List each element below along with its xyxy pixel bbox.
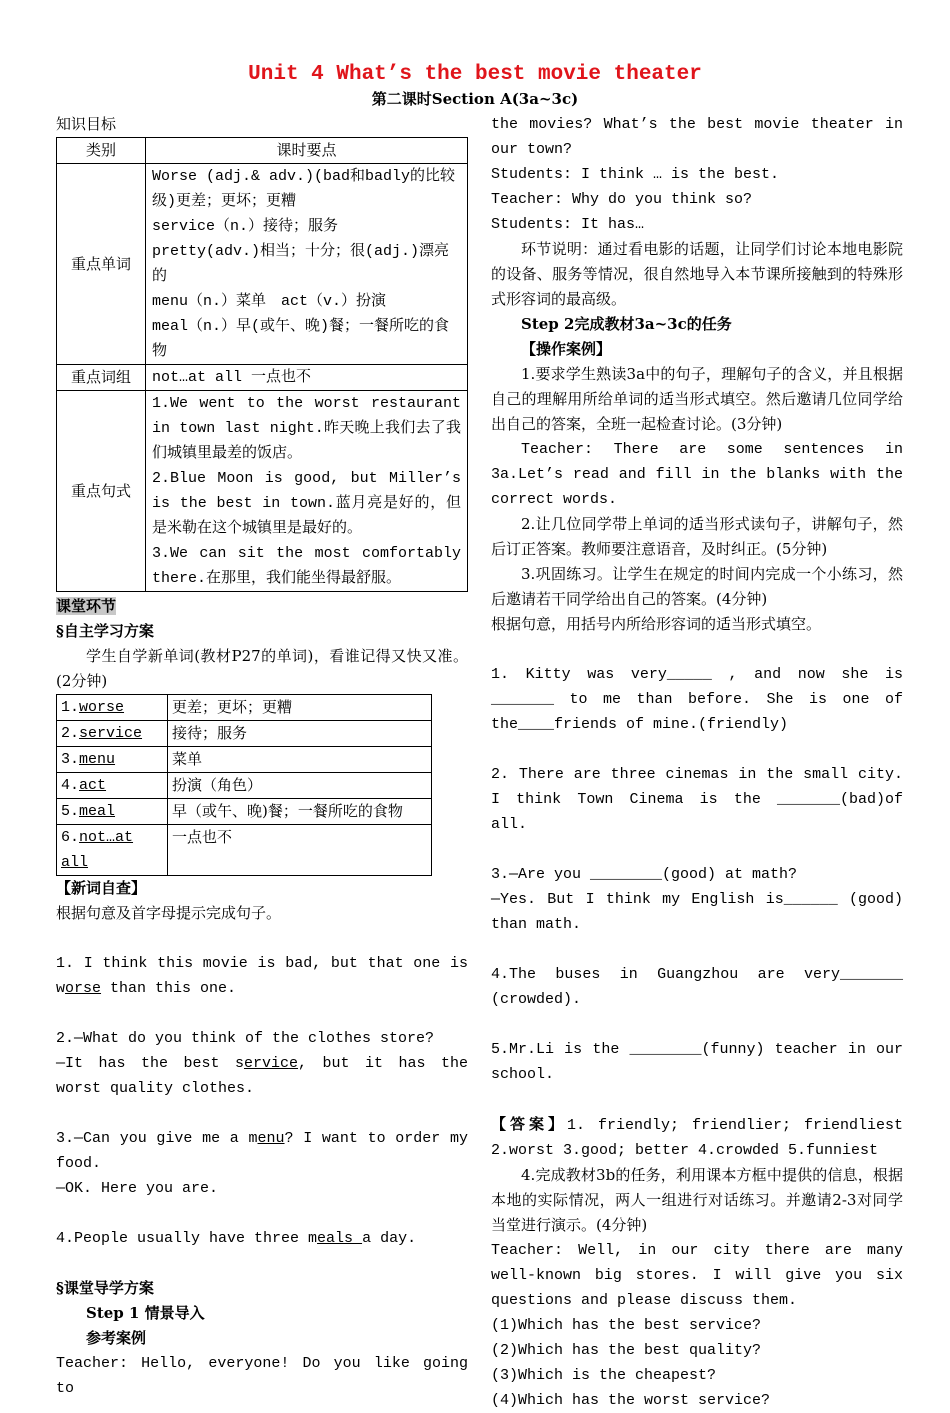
vocab-table (56, 694, 432, 876)
vocab-num: 5. (61, 803, 80, 820)
vocab-word: service (79, 725, 143, 742)
task2-text: 2.让几位同学带上单词的适当形式读句子，讲解句子，然后订正答案。教师要注意语音，及时纠正。(5分钟) (491, 515, 903, 558)
check-item (56, 951, 468, 1001)
explain-text: 环节说明：通过看电影的话题，让同学们讨论本地电影院的设备、服务等情况，很自然地导入本节课所接触到的特殊形式形容词的最高级。 (491, 240, 903, 308)
vocab-meaning: 早（或午、晚)餐；一餐所吃的食物 (168, 799, 432, 825)
check-post: , but it has the worst quality clothes. (56, 1055, 468, 1097)
vocab-word-cell (57, 747, 168, 773)
dialog-line: Teacher: Why do you think so? (491, 191, 753, 208)
table-header-points: 课时要点 (146, 138, 468, 164)
exercise-item: 1. Kitty was very_____ , and now she is _______ to me than before. She is one of the____friends of mine.(friendly) (491, 666, 903, 733)
row-content (146, 365, 468, 391)
vocab-meaning: 一点也不 (168, 825, 432, 876)
row-line: pretty(adv.)相当；十分；很(adj.)漂亮的 (152, 243, 450, 285)
row-line: 2.Blue Moon is good, but Miller’s is the best in town.蓝月亮是好的，但是米勒在这个城镇里是最好的。 (152, 470, 461, 537)
vocab-meaning: 更差；更坏；更糟 (168, 695, 432, 721)
check-answer: ervice (244, 1055, 299, 1072)
row-line: meal（n.）早(或午、晚)餐；一餐所吃的食物 (152, 318, 450, 360)
exercise-item: 3.—Are you ________(good) at math? —Yes. But I think my English is______ (good) than math. (491, 866, 903, 933)
check-answer: orse (65, 980, 102, 997)
vocab-meaning: 菜单 (168, 747, 432, 773)
exercise-list (491, 637, 903, 1112)
vocab-word-cell (57, 773, 168, 799)
task1-text: 1.要求学生熟读3a中的句子，理解句子的含义，并且根据自己的理解用所给单词的适当形式填空。然后邀请几位同学给出自己的答案，全班一起检查讨论。(3分钟) (491, 365, 903, 433)
vocab-word-cell (57, 825, 168, 876)
vocab-word-cell (57, 695, 168, 721)
row-category: 重点单词 (57, 164, 146, 365)
check-pre: 3.—Can you give me a m (56, 1130, 258, 1147)
dialog-line: Students: I think … is the best. (491, 166, 780, 183)
dialog-line: Students: It has… (491, 216, 645, 233)
check-heading: 【新词自查】 (56, 879, 147, 897)
answer-label: 【答案】 (491, 1115, 567, 1133)
table-row (57, 825, 432, 876)
row-line: service（n.）接待；服务 (152, 218, 339, 235)
left-column (56, 112, 468, 1401)
vocab-num: 1. (61, 699, 80, 716)
table-row (57, 695, 432, 721)
vocab-num: 4. (61, 777, 80, 794)
exercise-item: 2. There are three cinemas in the small city. I think Town Cinema is the _______(bad)of all. (491, 766, 903, 833)
row-content (146, 164, 468, 365)
question-item: (2)Which has the best quality? (491, 1342, 762, 1359)
vocab-word: worse (79, 699, 125, 716)
task4-teacher: Teacher: Well, in our city there are many well-known big stores. I will give you six questions and please discuss them. (491, 1242, 903, 1309)
check-pre: 4.People usually have three m (56, 1230, 318, 1247)
vocab-meaning: 扮演（角色） (168, 773, 432, 799)
table-row (57, 365, 468, 391)
table-row (57, 799, 432, 825)
check-pre: 2.—What do you think of the clothes store? —It has the best s (56, 1030, 435, 1072)
dialog-start: Teacher: Hello, everyone! Do you like going to (56, 1355, 468, 1397)
vocab-word: menu (79, 751, 116, 768)
ref-case-heading: 参考案例 (86, 1329, 147, 1347)
check-answer: eals (317, 1230, 363, 1247)
table-row (57, 721, 432, 747)
vocab-word: act (79, 777, 107, 794)
answer-text: 1. friendly; friendlier; friendliest 2.worst 3.good; better 4.crowded 5.funniest (491, 1117, 903, 1159)
row-line: not…at all 一点也不 (152, 369, 312, 386)
check-answer: enu (257, 1130, 285, 1147)
task4-text: 4.完成教材3b的任务，利用课本方框中提供的信息，根据本地的实际情况，两人一组进行对话练习。并邀请2-3对同学当堂进行演示。(4分钟) (491, 1166, 903, 1234)
self-study-intro: 学生自学新单词(教材P27的单词)，看谁记得又快又准。 (2分钟) (56, 647, 468, 690)
table-header-category: 类别 (57, 138, 146, 164)
task3-intro: 根据句意，用括号内所给形容词的适当形式填空。 (491, 615, 822, 633)
step2-heading: Step 2完成教材3a~3c的任务 (521, 315, 732, 333)
table-row (57, 773, 432, 799)
vocab-word: meal (79, 803, 116, 820)
check-items (56, 926, 468, 1276)
check-post: than this one. (101, 980, 237, 997)
class-steps-label: 课堂环节 (56, 597, 117, 615)
check-item (56, 1026, 468, 1101)
vocab-word-cell (57, 799, 168, 825)
row-content (146, 391, 468, 592)
vocab-num: 6. (61, 829, 80, 846)
table-row (57, 747, 432, 773)
check-pre: 1. I think this movie is bad, but that one is w (56, 955, 468, 997)
check-post: a day. (362, 1230, 417, 1247)
page-subtitle: 第二课时Section A(3a~3c) (371, 90, 579, 108)
check-item (56, 1226, 468, 1251)
table-row (57, 391, 468, 592)
right-column (491, 112, 903, 1413)
vocab-num: 2. (61, 725, 80, 742)
knowledge-table (56, 137, 468, 592)
check-item (56, 1126, 468, 1201)
dialog-continued: the movies? What’s the best movie theater in our town? (491, 116, 903, 158)
row-category: 重点句式 (57, 391, 146, 592)
row-line: 1.We went to the worst restaurant in town last night.昨天晚上我们去了我们城镇里最差的饭店。 (152, 395, 461, 462)
row-line: 3.We can sit the most comfortably there.在那里，我们能坐得最舒服。 (152, 545, 461, 587)
vocab-num: 3. (61, 751, 80, 768)
page-title: Unit 4 What’s the best movie theater (248, 63, 702, 86)
row-category: 重点词组 (57, 365, 146, 391)
vocab-word-cell (57, 721, 168, 747)
exercise-item: 4.The buses in Guangzhou are very_______ (crowded). (491, 966, 903, 1008)
vocab-meaning: 接待；服务 (168, 721, 432, 747)
check-intro: 根据句意及首字母提示完成句子。 (56, 904, 282, 922)
vocab-word: not…at all (61, 829, 134, 871)
answer-block (491, 1112, 903, 1163)
table-row (57, 164, 468, 365)
step1-heading: Step 1 情景导入 (86, 1304, 205, 1322)
row-line: Worse (adj.& adv.)(bad和badly的比较级)更差；更坏；更糟 (152, 168, 456, 210)
row-line: menu（n.）菜单 act（v.）扮演 (152, 293, 387, 310)
question-item: (1)Which has the best service? (491, 1317, 762, 1334)
task3-text: 3.巩固练习。让学生在规定的时间内完成一个小练习，然后邀请若干同学给出自己的答案。(4分钟) (491, 565, 903, 608)
exercise-item: 5.Mr.Li is the ________(funny) teacher in our school. (491, 1041, 903, 1083)
op-case-heading: 【操作案例】 (521, 340, 612, 358)
task1-teacher: Teacher: There are some sentences in 3a.Let’s read and fill in the blanks with the correct words. (491, 441, 903, 508)
knowledge-heading: 知识目标 (56, 115, 117, 133)
question-item: (3)Which is the cheapest? (491, 1367, 717, 1384)
question-item: (4)Which has the worst service? (491, 1392, 771, 1409)
check-post: ? I want to order my food. —OK. Here you are. (56, 1130, 468, 1197)
guide-heading: §课堂导学方案 (56, 1279, 154, 1297)
self-study-heading: §自主学习方案 (56, 622, 154, 640)
